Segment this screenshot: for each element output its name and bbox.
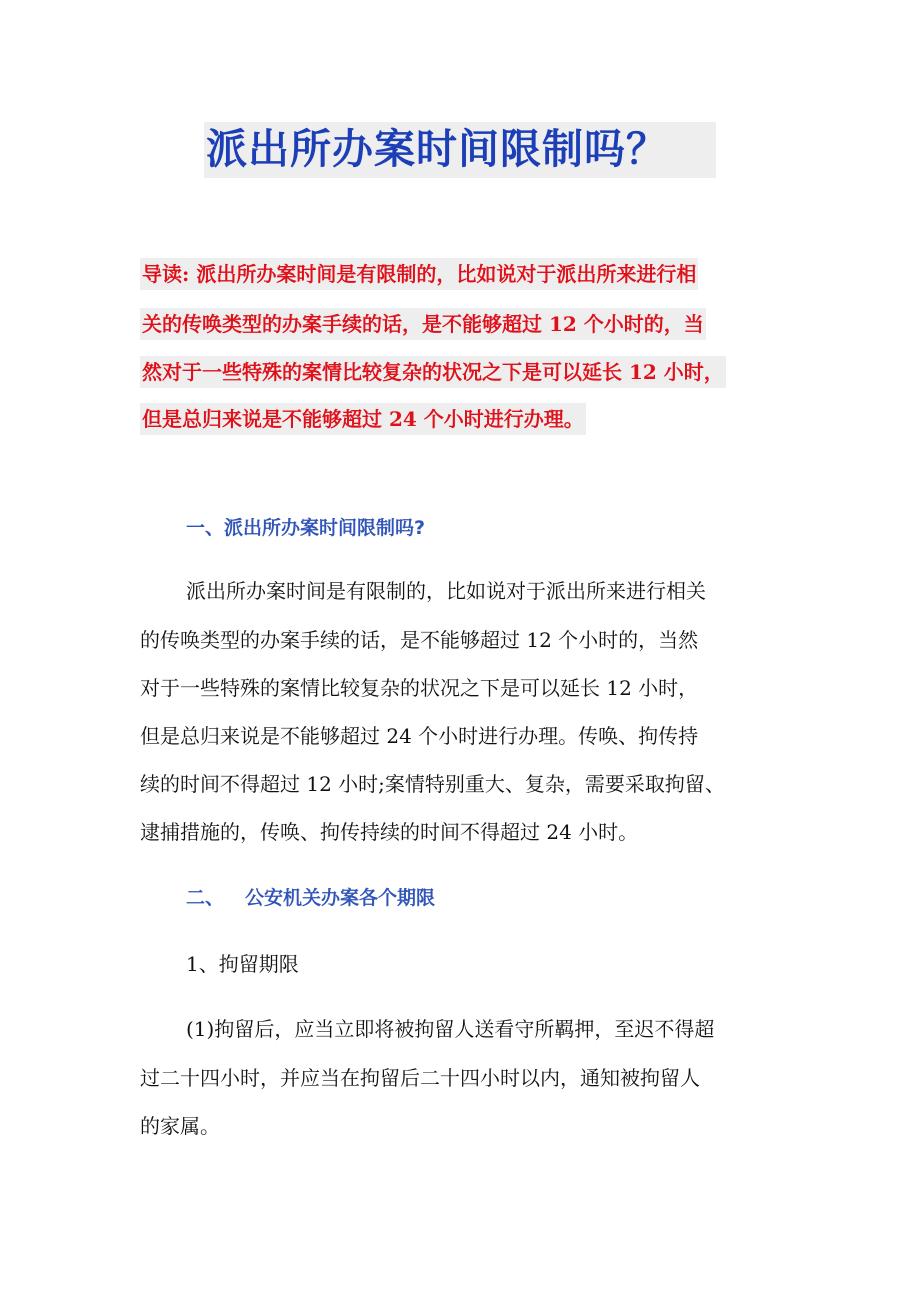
intro-line: 但是总归来说是不能够超过 24 个小时进行办理。 — [140, 403, 586, 435]
intro-line: 然对于一些特殊的案情比较复杂的状况之下是可以延长 12 小时， — [140, 356, 726, 388]
paragraph-line: 派出所办案时间是有限制的，比如说对于派出所来进行相关 — [186, 579, 706, 603]
section2-heading-number: 二、 — [186, 887, 225, 909]
paragraph-line: 对于一些特殊的案情比较复杂的状况之下是可以延长 12 小时， — [140, 676, 699, 700]
intro-line: 导读: 派出所办案时间是有限制的，比如说对于派出所来进行相 — [140, 258, 698, 290]
section1-heading: 一、派出所办案时间限制吗? — [186, 517, 426, 539]
section2-heading: 公安机关办案各个期限 — [245, 887, 436, 909]
paragraph-line: 过二十四小时，并应当在拘留后二十四小时以内，通知被拘留人 — [140, 1066, 700, 1090]
paragraph-line: (1)拘留后，应当立即将被拘留人送看守所羁押，至迟不得超 — [186, 1017, 715, 1041]
page-title: 派出所办案时间限制吗？ — [206, 125, 668, 173]
paragraph-line: 的家属。 — [140, 1114, 220, 1138]
paragraph-line: 的传唤类型的办案手续的话，是不能够超过 12 个小时的，当然 — [140, 628, 699, 652]
intro-line: 关的传唤类型的办案手续的话，是不能够超过 12 个小时的，当 — [140, 308, 706, 340]
paragraph-line: 但是总归来说是不能够超过 24 个小时进行办理。传唤、拘传持 — [140, 724, 699, 748]
paragraph-line: 续的时间不得超过 12 小时;案情特别重大、复杂，需要采取拘留、 — [140, 772, 725, 796]
paragraph-line: 逮捕措施的，传唤、拘传持续的时间不得超过 24 小时。 — [140, 820, 639, 844]
subheading-detention-period: 1、拘留期限 — [186, 952, 299, 976]
